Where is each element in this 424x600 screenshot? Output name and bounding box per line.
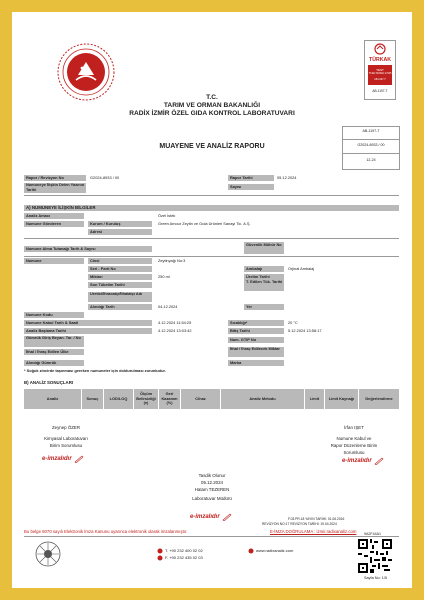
pen-icon bbox=[374, 457, 384, 465]
purpose-value: Özel İstek bbox=[158, 213, 176, 218]
pen-icon bbox=[222, 513, 232, 521]
package-label: Ambalajı bbox=[244, 266, 284, 272]
col-device: Cihaz bbox=[181, 389, 221, 409]
ministry-emblem bbox=[56, 42, 116, 102]
approver-esign: e-imzalıdır bbox=[190, 514, 220, 520]
approver-name: Hatam TEZEREN bbox=[194, 487, 230, 492]
org-label: Kurum / Kuruluş bbox=[88, 221, 152, 227]
report-id-box-b: G2024-8933 / 00 bbox=[357, 143, 385, 147]
customs-declaration-label: Gümrük Giriş Beyan. Tar. / No bbox=[24, 336, 84, 347]
turkak-line2: TS EN ISO/IEC 17025 bbox=[368, 73, 392, 75]
col-recovery: Geri Kazanım (%) bbox=[159, 389, 181, 409]
qr-code-id: 9A2F44A1 bbox=[364, 532, 381, 536]
taken-date-label: Alındığı Tarih bbox=[88, 304, 152, 310]
amount-value: 250 ml bbox=[158, 274, 170, 279]
report-date-label: Rapor Tarihi bbox=[228, 175, 274, 181]
left-esign: e-imzalıdır bbox=[42, 456, 72, 462]
form-code: F.03.PR.18 YAYIN TARİHİ: 01.06.2016 bbox=[288, 517, 345, 521]
org-value: Green Amour Zeytin ve Gıda Ürünleri Sanayi Tic. A.Ş. bbox=[158, 221, 251, 226]
web-icon bbox=[248, 548, 254, 554]
sender-label: Numune Gönderen bbox=[24, 221, 84, 227]
pen-icon bbox=[74, 455, 84, 463]
header-ministry: TARIM VE ORMAN BAKANLIĞI bbox=[163, 102, 261, 109]
gtip-label: Num. GTIP No bbox=[228, 337, 284, 343]
col-analysis: Analiz bbox=[24, 389, 82, 409]
accept-date-value: 4.12.2024 11:54:25 bbox=[158, 320, 192, 325]
address-label: Adresi bbox=[88, 229, 152, 235]
right-signer-name: İrfan IŞET bbox=[344, 425, 364, 430]
export-amount-label: İthal / İhraç Edilecek Miktar bbox=[228, 347, 284, 357]
revision-info: REVİZYON NO:17 REVİZYON TARİHİ: 19.04.2024 bbox=[262, 522, 337, 526]
fax-number: F. +90 232 435 02 03 bbox=[165, 555, 203, 560]
col-result: Sonuç bbox=[82, 389, 104, 409]
delivery-date-label: T. Edilen Tük. Tarihi bbox=[244, 280, 284, 291]
col-limit-source: Limit Kaynağı bbox=[325, 389, 359, 409]
left-signer bbox=[26, 424, 106, 449]
left-signer-title2: Birim Sorumlusu bbox=[49, 443, 83, 448]
temperature-value: 20 °C bbox=[288, 320, 298, 325]
website[interactable]: www.radixanaliz.com bbox=[256, 548, 294, 553]
kind-value: Zeytinyağı No:3 bbox=[158, 258, 186, 263]
right-signer-title2: Rapor Düzenleme Birim bbox=[330, 443, 378, 448]
left-signer-title1: Kimyasal Laboratuvarı bbox=[44, 436, 88, 441]
right-signer bbox=[312, 424, 396, 456]
intake-label: Numune Alma Tutanağı Tarih & Sayısı bbox=[24, 246, 152, 252]
phone-number: T. +90 232 400 02 02 bbox=[165, 548, 203, 553]
results-title: B) ANALİZ SONUÇLARI bbox=[24, 380, 74, 385]
kind-label: Cinsi bbox=[88, 258, 152, 264]
end-date-label: Bitiş Tarihi bbox=[228, 328, 284, 334]
report-id-box-c: 12-24 bbox=[366, 158, 376, 162]
lot-label: Seri - Parti No bbox=[88, 266, 152, 272]
report-title: MUAYENE VE ANALİZ RAPORU bbox=[159, 143, 265, 150]
cold-chain-note: * Soğuk zincirde taşınması gereken numuneler için doldurulması zorunludur. bbox=[24, 368, 166, 373]
report-date-value: 05.12.2024 bbox=[277, 175, 297, 180]
producer-label: Üretici/İhracatçı/İthalatçı Adı bbox=[88, 292, 152, 302]
sample-label: Numune bbox=[24, 258, 84, 264]
accept-date-label: Numune Kabul Tarih & Saati bbox=[24, 320, 152, 326]
verify-link[interactable]: E-İMZA DOĞRULAMA : izmir.radixanaliz.com bbox=[270, 529, 357, 534]
turkak-code: AB-1197-T bbox=[372, 89, 388, 93]
left-signer-name: Zeynep ÖZER bbox=[51, 425, 81, 430]
start-date-label: Analiz Başlama Tarihi bbox=[24, 328, 152, 334]
prev-letter-label: Numuneye İlişkin Delen Yazının Tarihi bbox=[26, 183, 85, 192]
header-lab: RADİX İZMİR ÖZEL GIDA KONTROL LABORATUVARI bbox=[129, 110, 295, 117]
approved-label: Tasdik Olunur bbox=[198, 473, 226, 478]
approved-date: 05.12.2024 bbox=[201, 480, 223, 485]
col-limit: Limit bbox=[305, 389, 325, 409]
export-country-label: İthal / İhraç Edilen Ülke bbox=[24, 349, 84, 355]
sample-section-title: A) NUMUNEYE İLİŞKİN BİLGİLER bbox=[24, 205, 399, 211]
report-id-box bbox=[342, 126, 400, 170]
temperature-label: Sıcaklığı* bbox=[228, 320, 284, 326]
security-seal-label: Güvenlik Mühür No bbox=[244, 242, 284, 254]
place-label: Yer bbox=[244, 304, 284, 310]
right-signer-title1: Numune Kabul ve bbox=[336, 436, 372, 441]
approver-title: Laboratuvar Müdürü bbox=[192, 496, 232, 501]
fax-icon bbox=[157, 555, 163, 561]
letter-no-label: Sayısı bbox=[228, 184, 274, 190]
turkak-code-inner: AB-1197-T bbox=[374, 78, 386, 81]
col-evaluation: Değerlendirme bbox=[359, 389, 399, 409]
brand-label: Marka bbox=[228, 360, 284, 366]
end-date-value: 5.12.2024 13:58:17 bbox=[288, 328, 322, 333]
production-date-label: Üretim Tarihi bbox=[244, 274, 284, 280]
purpose-label: Analiz Amacı bbox=[24, 213, 84, 219]
report-page bbox=[12, 12, 412, 588]
col-method: Analiz Metodu bbox=[221, 389, 305, 409]
amount-label: Miktarı bbox=[88, 274, 152, 280]
customs-office-label: Alındığı Gümrük bbox=[24, 360, 84, 366]
report-no-label: Rapor / Revizyon No bbox=[24, 175, 86, 181]
legal-notice: Bu belge 5070 sayılı Elektronik İmza Kanunu uyarınca elektronik olarak imzalanmıştır. bbox=[24, 529, 188, 534]
sample-code-label: Numune Kodu bbox=[24, 312, 84, 318]
radix-logo-icon bbox=[34, 540, 62, 568]
header-tc: T.C. bbox=[206, 94, 218, 101]
package-value: Orjinal Ambalaj bbox=[288, 266, 315, 271]
phone-icon bbox=[157, 548, 163, 554]
qr-code-icon[interactable] bbox=[358, 539, 392, 573]
taken-date-value: 04.12.2024 bbox=[158, 304, 178, 309]
approver-block bbox=[172, 472, 252, 502]
turkak-line1: TEST bbox=[376, 68, 384, 72]
col-uncertainty: Ölçüm Belirsizliği (±) bbox=[134, 389, 159, 409]
turkak-name: TÜRKAK bbox=[369, 57, 391, 63]
page-number: Sayfa No: 1/5 bbox=[364, 576, 388, 580]
turkak-logo-icon bbox=[373, 43, 387, 55]
report-id-box-a: AB-1197-T bbox=[362, 129, 380, 133]
start-date-value: 4.12.2024 13:03:42 bbox=[158, 328, 192, 333]
right-signer-title3: Sorumlusu bbox=[343, 450, 365, 455]
col-lod-loq: LOD/LOQ bbox=[104, 389, 134, 409]
expiry-date-label: Son Tüketim Tarihi bbox=[88, 282, 152, 288]
report-no-value: G2024-8933 / 00 bbox=[90, 175, 120, 180]
turkak-badge bbox=[364, 40, 396, 100]
right-esign: e-imzalıdır bbox=[342, 458, 372, 464]
